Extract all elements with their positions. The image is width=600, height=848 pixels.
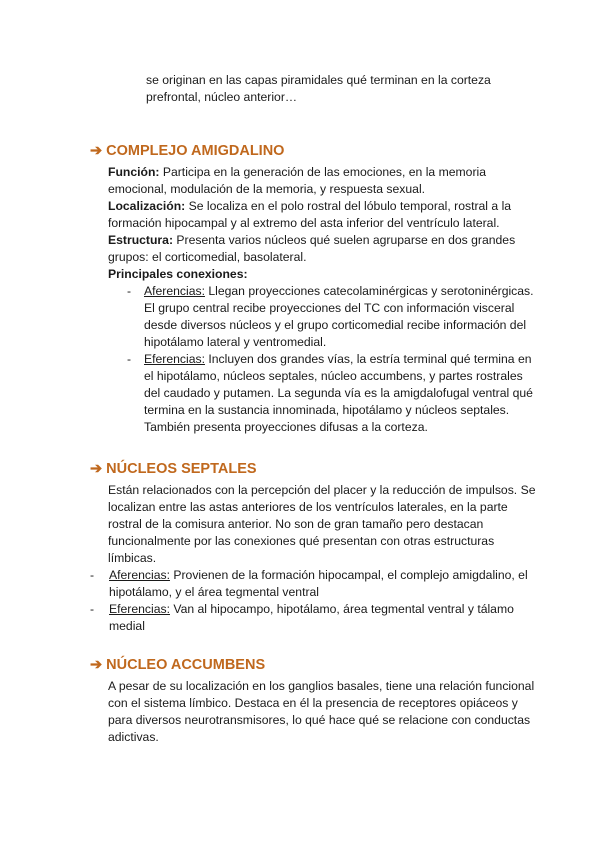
estructura-paragraph bbox=[108, 232, 540, 266]
list-item bbox=[90, 601, 540, 635]
eferencias-text: Van al hipocampo, hipotálamo, área tegmental ventral y tálamo medial bbox=[109, 602, 514, 633]
accumbens-paragraph: A pesar de su localización en los ganglios basales, tiene una relación funcional con el sistema límbico. Destaca en él la presencia de receptores opiáceos y para diversos neurotransmisores, lo qué hace qué se relacione con conductas adictivas. bbox=[108, 679, 535, 744]
intro-line-2: prefrontal, núcleo anterior… bbox=[146, 90, 298, 104]
aferencias-label: Aferencias: bbox=[144, 284, 205, 298]
list-item bbox=[127, 283, 540, 351]
localizacion-text: Se localiza en el polo rostral del lóbulo temporal, rostral a la formación hipocampal y al extremo del asta inferior del ventrículo lateral. bbox=[108, 199, 512, 230]
intro-paragraph bbox=[146, 72, 546, 106]
section-body bbox=[90, 678, 540, 746]
funcion-text: Participa en la generación de las emociones, en la memoria emocional, modulación de la memoria, y respuesta sexual. bbox=[108, 165, 486, 196]
section-complejo-amigdalino bbox=[90, 142, 540, 436]
arrow-right-icon: ➔ bbox=[90, 657, 103, 673]
conexiones-label: Principales conexiones: bbox=[108, 267, 248, 281]
dash-bullet-icon: - bbox=[90, 568, 95, 582]
estructura-label: Estructura: bbox=[108, 233, 174, 247]
eferencias-label: Eferencias: bbox=[144, 352, 205, 366]
section-title: COMPLEJO AMIGDALINO bbox=[106, 143, 285, 159]
section-heading bbox=[90, 656, 540, 674]
septales-list bbox=[90, 567, 540, 635]
section-nucleos-septales bbox=[90, 460, 540, 635]
section-body bbox=[90, 164, 540, 436]
localizacion-paragraph bbox=[108, 198, 540, 232]
intro-line-1: se originan en las capas piramidales qué terminan en la corteza bbox=[146, 73, 491, 87]
dash-bullet-icon: - bbox=[90, 602, 95, 616]
aferencias-text: Provienen de la formación hipocampal, el complejo amigdalino, el hipotálamo, y el área tegmental ventral bbox=[109, 568, 528, 599]
section-title: NÚCLEO ACCUMBENS bbox=[106, 657, 266, 673]
arrow-right-icon: ➔ bbox=[90, 461, 103, 477]
septales-paragraph: Están relacionados con la percepción del placer y la reducción de impulsos. Se localizan entre las astas anteriores de los ventrículos laterales, en la parte rostral de la comisura anterior. No son de gran tamaño pero destacan funcionalmente por las conexiones qué presentan con otras estructuras límbicas. bbox=[108, 483, 536, 565]
section-heading bbox=[90, 142, 540, 160]
dash-bullet-icon: - bbox=[127, 352, 132, 366]
eferencias-label: Eferencias: bbox=[109, 602, 170, 616]
list-item bbox=[90, 567, 540, 601]
section-nucleo-accumbens bbox=[90, 656, 540, 746]
funcion-label: Función: bbox=[108, 165, 160, 179]
section-body bbox=[90, 482, 540, 635]
aferencias-label: Aferencias: bbox=[109, 568, 170, 582]
arrow-right-icon: ➔ bbox=[90, 143, 103, 159]
section-title: NÚCLEOS SEPTALES bbox=[106, 461, 257, 477]
estructura-text: Presenta varios núcleos qué suelen agruparse en dos grandes grupos: el corticomedial, basolateral. bbox=[108, 233, 516, 264]
funcion-paragraph bbox=[108, 164, 540, 198]
section-heading bbox=[90, 460, 540, 478]
dash-bullet-icon: - bbox=[127, 284, 132, 298]
conexiones-list bbox=[108, 283, 540, 436]
localizacion-label: Localización: bbox=[108, 199, 186, 213]
list-item bbox=[127, 351, 540, 436]
conexiones-heading bbox=[108, 266, 540, 283]
aferencias-text: Llegan proyecciones catecolaminérgicas y serotoninérgicas. El grupo central recibe proyecciones del TC con información visceral desde diversos núcleos y el grupo corticomedial recibe información del hipotálamo lateral y ventromedial. bbox=[144, 284, 534, 349]
eferencias-text: Incluyen dos grandes vías, la estría terminal qué termina en el hipotálamo, núcleos septales, núcleo accumbens, y partes rostrales del caudado y putamen. La segunda vía es la amigdalofugal ventral qué termina en la sustancia innominada, hipotálamo y núcleos septales. También presenta proyecciones difusas a la corteza. bbox=[144, 352, 533, 434]
